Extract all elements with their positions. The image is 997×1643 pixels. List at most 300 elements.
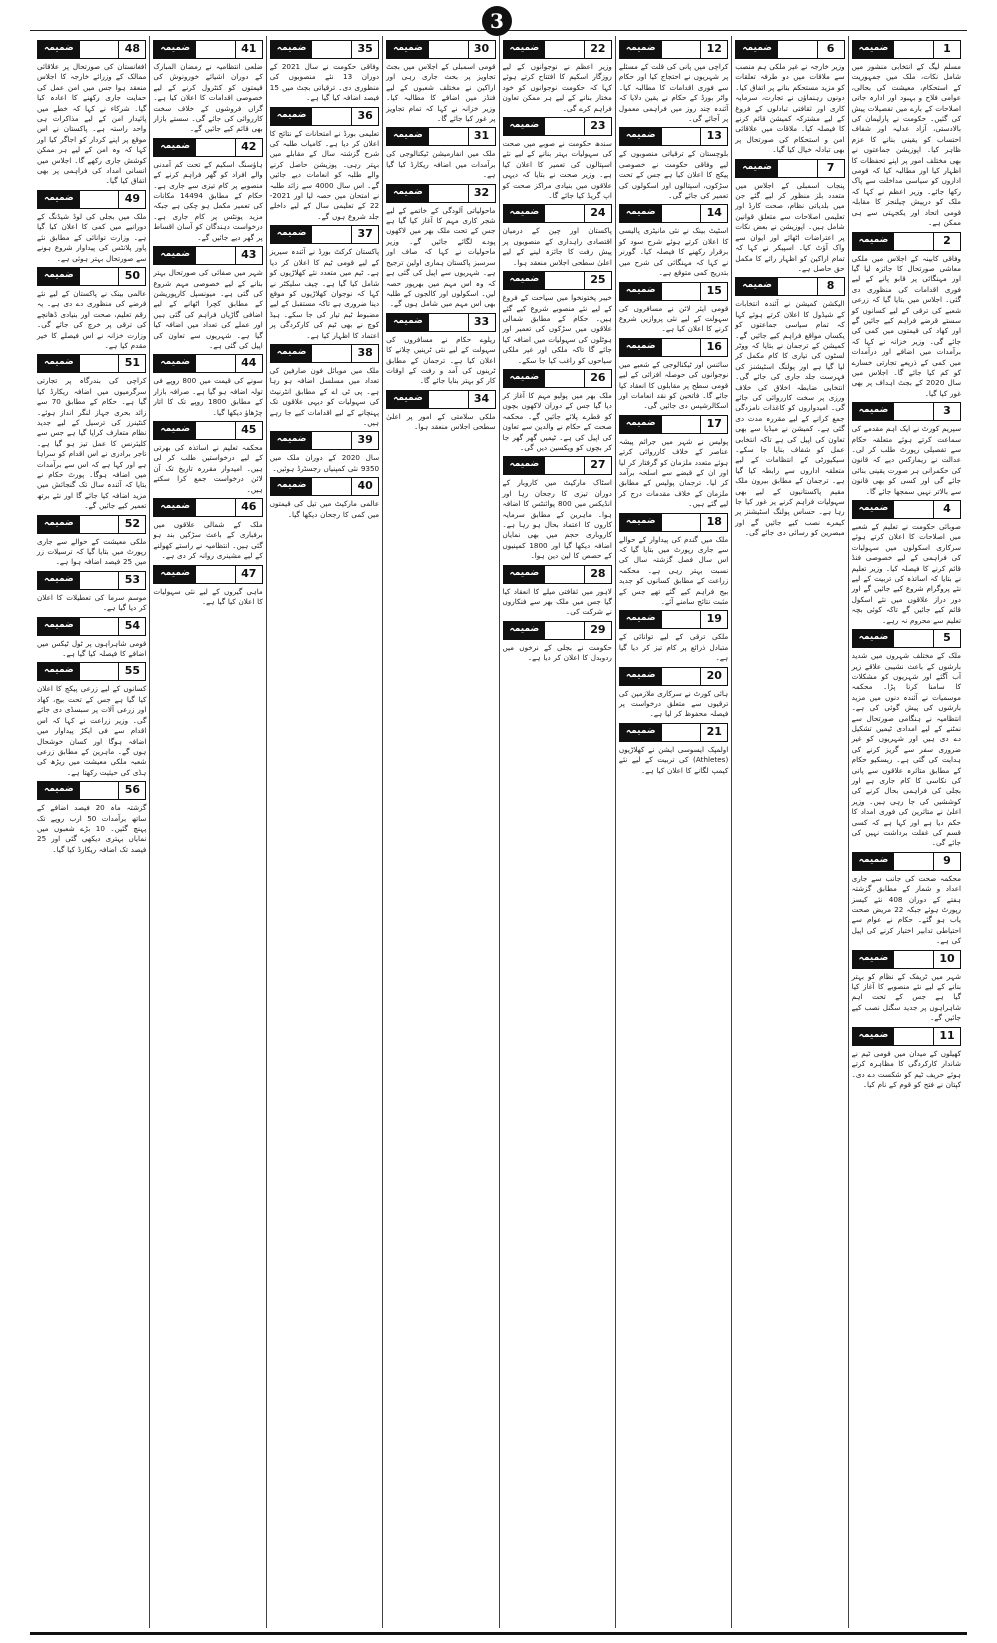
story-number: 34 [468,391,495,408]
story [37,515,146,568]
story [153,138,262,243]
story-label: ضمیمہ [504,205,546,222]
story [619,204,728,278]
story-header-rule [545,205,584,222]
story [153,40,262,135]
story [852,402,961,497]
story-header-rule [196,41,235,58]
story [735,159,844,275]
story-label: ضمیمہ [620,668,662,685]
story-label: ضمیمہ [154,566,196,583]
story-number: 52 [118,516,145,533]
story-body: وزیر خارجہ نے غیر ملکی ہم منصب سے ملاقات میں دو طرفہ تعلقات کو مزید مستحکم بنانے پر اتفاق کیا۔ دونوں رہنماؤں نے تجارت، سرمایہ کاری اور ثقافتی تبادلوں کے فروغ کے لیے مشترکہ کمیشن قائم کرنے کا فیصلہ کیا۔ ملاقات میں علاقائی امن و استحکام کی صورتحال پر بھی تبادلہ خیال کیا گیا۔ [735,62,845,155]
story-body: بلوچستان کے ترقیاتی منصوبوں کے لیے وفاقی حکومت نے خصوصی پیکج کا اعلان کیا ہے جس کے تحت سڑکوں، اسپتالوں اور اسکولوں کی تعمیر کی جائے گی۔ [618,149,729,201]
story-header [37,781,146,800]
story-label: ضمیمہ [620,416,662,433]
story [270,477,379,520]
story-label: ضمیمہ [504,41,546,58]
story-number: 50 [118,268,145,285]
story-header [153,421,262,440]
story [37,662,146,778]
story-header-rule [80,355,119,372]
story-header-rule [894,233,933,250]
story-label: ضمیمہ [387,391,429,408]
story-number: 51 [118,355,145,372]
story-header [619,415,728,434]
story-label: ضمیمہ [271,41,313,58]
story-body: ہائی کورٹ نے سرکاری ملازمین کی ترقیوں سے متعلق درخواست پر فیصلہ محفوظ کر لیا ہے۔ [618,688,729,719]
story-header-rule [196,566,235,583]
story-header [619,338,728,357]
story [735,277,844,538]
story-number: 40 [351,478,378,495]
story-body: موسم سرما کی تعطیلات کا اعلان کر دیا گیا ہے۔ [37,592,147,613]
story-body: سال 2020 کے دوران ملک میں 9350 نئی کمپنیاں رجسٹرڈ ہوئیں۔ [269,453,380,473]
story-label: ضمیمہ [38,663,80,680]
story-number: 22 [584,41,611,58]
story [37,571,146,614]
column [149,36,265,1628]
column [34,36,149,1628]
story-label: ضمیمہ [736,160,778,177]
story-header [270,431,379,450]
story-body: پنجاب اسمبلی کے اجلاس میں متعدد بلز منظور کر لیے گئے جن میں بلدیاتی نظام، صحت کارڈ اور تعلیمی اصلاحات سے متعلق قوانین شامل ہیں۔ اپوزیشن نے بعض نکات پر اعتراضات اٹھائے اور ایوان سے واک آؤٹ کیا۔ اسپیکر نے کہا کہ تمام اراکین کو اظہار رائے کا مکمل حق حاصل ہے۔ [735,180,845,273]
story-number: 44 [235,355,262,372]
story-body: قومی ایئر لائن نے مسافروں کی سہولت کے لیے نئی پروازیں شروع کرنے کا اعلان کیا ہے۔ [618,303,729,334]
story-header [852,40,961,59]
story-body: ضلعی انتظامیہ نے رمضان المبارک کے دوران اشیائے خورونوش کی قیمتوں کو کنٹرول کرنے کے لیے خصوصی اقدامات کا اعلان کیا ہے۔ گراں فروشوں کے خلاف سخت کارروائی کی جائے گی۔ سستے بازار بھی قائم کیے جائیں گے۔ [153,62,263,134]
story [153,498,262,562]
column [382,36,498,1628]
story [503,369,612,453]
story-header [852,629,961,648]
story-header-rule [80,41,119,58]
story-body: اولمپک ایسوسی ایشن نے کھلاڑیوں (Athletes) کی تربیت کے لیے نئے کیمپ لگانے کا اعلان کیا ہے۔ [618,744,729,775]
story-number: 42 [235,139,262,156]
story [735,40,844,156]
story-header [270,107,379,126]
story [37,781,146,855]
story-header [270,225,379,244]
story-header [503,117,612,136]
story-label: ضمیمہ [154,422,196,439]
story-number: 46 [235,499,262,516]
story-label: ضمیمہ [38,618,80,635]
story-label: ضمیمہ [38,355,80,372]
story-body: ماہی گیروں کے لیے نئی سہولیات کا اعلان کیا گیا ہے۔ [153,586,263,607]
story-header [503,456,612,475]
story-body: ملک میں موبائل فون صارفین کی تعداد میں مسلسل اضافہ ہو رہا ہے۔ پی ٹی اے کے مطابق انٹرنیٹ کی سہولیات کو دیہی علاقوں تک پہنچانے کے لیے اقدامات کیے جا رہے ہیں۔ [269,365,380,427]
story-header [619,282,728,301]
story-number: 33 [468,314,495,331]
story-header [735,277,844,296]
story-body: سپریم کورٹ نے ایک اہم مقدمے کی سماعت کرتے ہوئے متعلقہ حکام سے تفصیلی رپورٹ طلب کر لی۔ عدالت نے ریمارکس دیے کہ قانون کی حکمرانی ہر صورت یقینی بنائی جائے گی اور کسی کو بھی قانون سے بالاتر نہیں سمجھا جائے گا۔ [851,424,961,496]
story-body: وفاقی کابینہ کے اجلاس میں ملکی معاشی صورتحال کا جائزہ لیا گیا اور مہنگائی پر قابو پانے کے لیے فوری اقدامات کی منظوری دی گئی۔ اجلاس میں بتایا گیا کہ زرعی شعبے کی ترقی کے لیے کسانوں کو سستے قرضے فراہم کیے جائیں گے اور کھاد کی قیمتوں میں کمی کی جائے گی۔ وزیر خزانہ نے کہا کہ برآمدات میں اضافے اور درآمدات میں کمی کے ذریعے تجارتی خسارے کو کم کیا جائے گا۔ اجلاس میں سال 2020 کے بجٹ اہداف پر بھی غور کیا گیا۔ [851,253,961,398]
story-body: خیبر پختونخوا میں سیاحت کے فروغ کے لیے نئے منصوبے شروع کیے گئے ہیں۔ حکام کے مطابق شمالی علاقوں میں سڑکوں کی تعمیر اور ہوٹلوں کی سہولیات میں اضافہ کیا جائے گا تاکہ ملکی اور غیر ملکی سیاحوں کو راغب کیا جا سکے۔ [502,293,612,365]
story-header-rule [662,283,701,300]
story-header [503,565,612,584]
story-header [37,662,146,681]
story [619,513,728,608]
story [153,246,262,351]
story-header [37,571,146,590]
story-header [619,610,728,629]
story [270,431,379,474]
story-header [503,621,612,640]
story [270,225,379,341]
story-label: ضمیمہ [504,370,546,387]
story [37,617,146,660]
story-body: عالمی بینک نے پاکستان کے لیے نئے قرضے کی منظوری دے دی ہے۔ یہ رقم تعلیم، صحت اور بنیادی ڈھانچے کی ترقی پر خرچ کی جائے گی۔ وزارت خزانہ نے اس فیصلے کا خیر مقدم کیا ہے۔ [37,288,147,350]
story-label: ضمیمہ [154,355,196,372]
story-number: 2 [933,233,960,250]
story-body: کراچی میں پانی کی قلت کے مسئلے پر شہریوں نے احتجاج کیا اور حکام سے فوری اقدامات کا مطالبہ کیا۔ واٹر بورڈ کے حکام نے یقین دلایا کہ آئندہ چند روز میں فراہمی معمول پر آجائے گی۔ [618,62,729,124]
story-header [619,40,728,59]
story-label: ضمیمہ [620,128,662,145]
story-label: ضمیمہ [620,339,662,356]
story-body: پاکستان اور چین کے درمیان اقتصادی راہداری کے منصوبوں پر پیش رفت کا جائزہ لینے کے لیے اعلیٰ سطحی اجلاس منعقد ہوا۔ [502,226,612,267]
story-header-rule [662,724,701,741]
story-header-rule [196,247,235,264]
story-body: ریلوے حکام نے مسافروں کی سہولت کے لیے نئی ٹرینیں چلانے کا اعلان کیا ہے۔ ترجمان کے مطابق ٹرینوں کی آمد و رفت کے اوقات کار کو بہتر بنایا جائے گا۔ [386,334,496,386]
story-label: ضمیمہ [504,566,546,583]
story [503,117,612,201]
column [266,36,382,1628]
story-header [619,667,728,686]
story-header-rule [196,139,235,156]
story-header-rule [429,41,468,58]
story-label: ضمیمہ [853,630,895,647]
story-header-rule [778,41,817,58]
story-header-rule [662,611,701,628]
story-body: ہاؤسنگ اسکیم کے تحت کم آمدنی والے افراد کو گھر فراہم کرنے کے منصوبے پر کام تیزی سے جاری ہے۔ حکام کے مطابق 14494 مکانات کی تعمیر مکمل ہو چکی ہے جبکہ مزید یونٹس پر کام جاری ہے۔ درخواست دہندگان کو آسان اقساط پر گھر دیے جائیں گے۔ [153,159,263,242]
story-header-rule [894,403,933,420]
story-number: 55 [118,663,145,680]
story-header-rule [80,191,119,208]
story-body: سائنس اور ٹیکنالوجی کے شعبے میں نوجوانوں کی حوصلہ افزائی کے لیے قومی سطح پر مقابلوں کا انعقاد کیا جائے گا۔ فاتحین کو نقد انعامات اور اسکالرشپس دی جائیں گی۔ [618,359,729,411]
story [270,344,379,428]
story-label: ضمیمہ [387,128,429,145]
story-number: 29 [584,622,611,639]
story-number: 27 [584,457,611,474]
story-label: ضمیمہ [853,233,895,250]
story-number: 8 [817,278,844,295]
story-header-rule [894,1028,933,1045]
story-label: ضمیمہ [38,41,80,58]
story [37,267,146,351]
story-header [37,190,146,209]
story-number: 5 [933,630,960,647]
story-number: 43 [235,247,262,264]
story-body: وزیر اعظم نے نوجوانوں کے لیے روزگار اسکیم کا افتتاح کرتے ہوئے کہا کہ حکومت نوجوانوں کو خود مختار بنانے کے لیے ہر ممکن تعاون فراہم کرے گی۔ [502,62,612,113]
story-header [270,477,379,496]
story-number: 26 [584,370,611,387]
story-header-rule [80,268,119,285]
story-label: ضمیمہ [154,247,196,264]
story-number: 24 [584,205,611,222]
story-header [386,127,495,146]
story [852,500,961,626]
story-number: 14 [700,205,727,222]
story-label: ضمیمہ [271,226,313,243]
story-header [852,500,961,519]
story-number: 15 [700,283,727,300]
story-label: ضمیمہ [271,432,313,449]
story-header-rule [312,108,351,125]
story-label: ضمیمہ [620,283,662,300]
story-header [619,127,728,146]
story-header-rule [429,391,468,408]
story-header [386,390,495,409]
story [619,610,728,663]
story-body: ملکی ترقی کے لیے توانائی کے متبادل ذرائع پر کام تیز کر دیا گیا ہے۔ [618,632,729,663]
story-body: محکمہ تعلیم نے اساتذہ کی بھرتی کے لیے درخواستیں طلب کر لی ہیں۔ امیدوار مقررہ تاریخ تک آن لائن درخواست جمع کرا سکتے ہیں۔ [153,442,263,494]
story-label: ضمیمہ [154,41,196,58]
story-header-rule [545,457,584,474]
story-header [852,402,961,421]
story-header-rule [662,41,701,58]
story-label: ضمیمہ [504,457,546,474]
story-number: 53 [118,572,145,589]
story-header-rule [545,370,584,387]
story-body: حکومت نے بجلی کے نرخوں میں ردوبدل کا اعلان کر دیا ہے۔ [502,642,612,663]
story-body: ملکی سلامتی کے امور پر اعلیٰ سطحی اجلاس منعقد ہوا۔ [386,411,496,432]
story-header [153,40,262,59]
story-label: ضمیمہ [38,572,80,589]
story [386,184,495,310]
story-label: ضمیمہ [271,108,313,125]
story-number: 13 [700,128,727,145]
story-header-rule [80,572,119,589]
story [503,621,612,664]
story-label: ضمیمہ [38,268,80,285]
story-number: 38 [351,345,378,362]
story [153,565,262,608]
story-number: 19 [700,611,727,628]
story-body: صوبائی حکومت نے تعلیم کے شعبے میں اصلاحات کا اعلان کرتے ہوئے سرکاری اسکولوں میں سہولیات کی فراہمی کے لیے خصوصی فنڈ قائم کرنے کا فیصلہ کیا۔ وزیر تعلیم نے بتایا کہ اساتذہ کی تربیت کے لیے نئے پروگرام شروع کیے جائیں گے اور دور دراز علاقوں میں نئے اسکول قائم کیے جائیں گے تاکہ کوئی بچہ تعلیم سے محروم نہ رہے۔ [851,522,961,625]
story-number: 12 [700,41,727,58]
story-body: کھیلوں کے میدان میں قومی ٹیم نے شاندار کارکردگی کا مظاہرہ کرتے ہوئے حریف ٹیم کو شکست دے دی۔ کپتان نے فتح کو قوم کے نام کیا۔ [851,1048,961,1089]
story-header-rule [545,622,584,639]
story-body: اسٹیٹ بینک نے نئی مانیٹری پالیسی کا اعلان کرتے ہوئے شرح سود کو برقرار رکھنے کا فیصلہ کیا۔ گورنر نے کہا کہ مہنگائی کی شرح میں بتدریج کمی متوقع ہے۔ [618,226,729,278]
story-header [270,344,379,363]
story-header-rule [662,514,701,531]
story [619,723,728,776]
story [503,456,612,561]
story-header-rule [778,160,817,177]
story [852,40,961,229]
story-number: 39 [351,432,378,449]
story-number: 30 [468,41,495,58]
story-body: سونے کی قیمت میں 800 روپے فی تولہ اضافہ ہو گیا ہے۔ صرافہ بازار کے مطابق 1800 روپے تک کا اتار چڑھاؤ دیکھا گیا۔ [153,376,263,417]
story-header [503,369,612,388]
story-header-rule [778,278,817,295]
story-body: پاکستان کرکٹ بورڈ نے آئندہ سیریز کے لیے قومی ٹیم کا اعلان کر دیا ہے۔ ٹیم میں متعدد نئے کھلاڑیوں کو شامل کیا گیا ہے۔ چیف سلیکٹر نے کہا کہ نوجوان کھلاڑیوں کو موقع دینا ضروری ہے تاکہ مستقبل کے لیے مضبوط ٹیم تیار کی جا سکے۔ ہیڈ کوچ نے بھی ٹیم کی کارکردگی پر اعتماد کا اظہار کیا ہے۔ [269,247,380,340]
story-body: شہر میں ٹریفک کے نظام کو بہتر بنانے کے لیے نئے منصوبے کا آغاز کیا گیا ہے جس کے تحت اہم شاہراہوں پر جدید سگنل نصب کیے جائیں گے۔ [851,971,961,1023]
story-number: 48 [118,41,145,58]
story-label: ضمیمہ [853,951,895,968]
story-label: ضمیمہ [387,314,429,331]
story-number: 6 [817,41,844,58]
story-label: ضمیمہ [853,41,895,58]
story-header-rule [196,355,235,372]
story-label: ضمیمہ [38,516,80,533]
story-body: کسانوں کے لیے زرعی پیکج کا اعلان کیا گیا ہے جس کے تحت بیج، کھاد اور زرعی آلات پر سبسڈی دی جائے گی۔ وزیر زراعت نے کہا کہ اس اقدام سے فی ایکڑ پیداوار میں اضافہ ہوگا اور کسان خوشحال ہوں گے۔ ماہرین کے مطابق زرعی شعبہ ملکی معیشت میں ریڑھ کی ہڈی کی حیثیت رکھتا ہے۔ [37,684,147,777]
story-number: 18 [700,514,727,531]
story [619,415,728,510]
story-number: 7 [817,160,844,177]
story [619,667,728,720]
story [37,40,146,187]
story-body: عالمی مارکیٹ میں تیل کی قیمتوں میں کمی کا رجحان دیکھا گیا۔ [269,499,380,519]
story-number: 45 [235,422,262,439]
story-body: ملک میں گندم کی پیداوار کے حوالے سے جاری رپورٹ میں بتایا گیا کہ اس سال فصل گزشتہ سال کی نسبت بہتر رہی ہے۔ محکمہ زراعت کے مطابق کسانوں کو جدید بیج فراہم کیے گئے تھے جس کے مثبت نتائج سامنے آئے۔ [618,534,729,607]
story-header [503,204,612,223]
story-header [153,498,262,517]
story-header [735,40,844,59]
story-header-rule [312,345,351,362]
story-header-rule [894,853,933,870]
story-label: ضمیمہ [853,1028,895,1045]
story-label: ضمیمہ [736,41,778,58]
story-header-rule [662,205,701,222]
story-header-rule [545,566,584,583]
story-header-rule [80,663,119,680]
story-header-rule [80,618,119,635]
story-header [852,950,961,969]
story-number: 54 [118,618,145,635]
story-header-rule [894,501,933,518]
story-label: ضمیمہ [620,41,662,58]
story-label: ضمیمہ [154,139,196,156]
story-body: ماحولیاتی آلودگی کے خاتمے کے لیے شجر کاری مہم کا آغاز کیا گیا ہے جس کے تحت ملک بھر میں لاکھوں پودے لگائے جائیں گے۔ وزیر ماحولیات نے کہا کہ صاف اور سرسبز پاکستان ہماری اولین ترجیح ہے۔ شہریوں سے اپیل کی گئی ہے کہ وہ اس مہم میں بھرپور حصہ لیں۔ اسکولوں اور کالجوں کے طلبہ بھی اس مہم میں شامل ہوں گے۔ [386,205,496,309]
page-number: 3 [482,6,512,36]
story-number: 9 [933,853,960,870]
story-header [619,513,728,532]
story-header [153,138,262,157]
story-header [37,617,146,636]
story-number: 21 [700,724,727,741]
story-body: اسٹاک مارکیٹ میں کاروبار کے دوران تیزی کا رجحان رہا اور انڈیکس میں 800 پوائنٹس کا اضافہ ہوا۔ ماہرین کے مطابق سرمایہ کاروں کا اعتماد بحال ہو رہا ہے۔ کاروباری حجم میں بھی نمایاں اضافہ دیکھا گیا اور 1800 کمپنیوں کے حصص کا لین دین ہوا۔ [502,478,612,561]
story-header-rule [894,951,933,968]
story-number: 11 [933,1028,960,1045]
story-body: وفاقی حکومت نے سال 2021 کے دوران 13 نئے منصوبوں کی منظوری دی۔ ترقیاتی بجٹ میں 15 فیصد اضافہ کیا گیا ہے۔ [269,62,380,103]
story-body: قومی اسمبلی کے اجلاس میں بجٹ تجاویز پر بحث جاری رہی اور اراکین نے مختلف شعبوں کے لیے فنڈز میں اضافے کا مطالبہ کیا۔ وزیر خزانہ نے کہا کہ تمام تجاویز پر غور کیا جائے گا۔ [386,62,496,124]
story [153,421,262,495]
story-header-rule [545,272,584,289]
column [615,36,731,1628]
story-header-rule [545,41,584,58]
story-label: ضمیمہ [620,724,662,741]
story [619,282,728,335]
story-header [153,565,262,584]
story [503,565,612,618]
story-header-rule [196,422,235,439]
story [852,232,961,400]
story [503,271,612,366]
column [499,36,615,1628]
story [852,852,961,947]
story-header-rule [196,499,235,516]
story [503,204,612,268]
story-label: ضمیمہ [504,118,546,135]
story-header [270,40,379,59]
story-header-rule [662,339,701,356]
story-number: 56 [118,782,145,799]
story-header [153,354,262,373]
story-header-rule [429,314,468,331]
story-body: تعلیمی بورڈ نے امتحانات کے نتائج کا اعلان کر دیا ہے۔ کامیاب طلبہ کی شرح گزشتہ سال کے مقابلے میں بہتر رہی۔ پوزیشن حاصل کرنے والے طلبہ کو انعامات دیے جائیں گے۔ اس سال 4000 سے زائد طلبہ نے امتحان میں حصہ لیا اور 2021-22 کے تعلیمی سال کے لیے داخلے جلد شروع ہوں گے۔ [269,128,380,221]
story [619,338,728,412]
column [848,36,964,1628]
story-header [37,354,146,373]
story [852,950,961,1024]
story-header-rule [662,128,701,145]
story-label: ضمیمہ [387,185,429,202]
story-header [153,246,262,265]
story-label: ضمیمہ [38,782,80,799]
story [386,313,495,387]
story-number: 36 [351,108,378,125]
story-number: 31 [468,128,495,145]
story [153,354,262,418]
newspaper-columns [34,36,964,1628]
story-header [37,267,146,286]
story-number: 16 [700,339,727,356]
story-label: ضمیمہ [620,205,662,222]
story-header-rule [80,782,119,799]
story-label: ضمیمہ [620,514,662,531]
story-body: ملک کے مختلف شہروں میں شدید بارشوں کے باعث نشیبی علاقے زیر آب آگئے اور شہریوں کو مشکلات کا سامنا کرنا پڑا۔ محکمہ موسمیات نے آئندہ دنوں میں مزید بارشوں کی پیش گوئی کی ہے۔ انتظامیہ نے ہنگامی صورتحال سے نمٹنے کے لیے امدادی ٹیمیں تشکیل دے دی ہیں اور شہریوں کو غیر ضروری سفر سے گریز کرنے کی ہدایت کی گئی ہے۔ ریسکیو حکام کے مطابق متاثرہ علاقوں سے پانی کی نکاسی کا کام جاری ہے اور بجلی کی فراہمی بحال کرنے کی کوششیں کی جا رہی ہیں۔ وزیر اعلیٰ نے متاثرین کی فوری امداد کا حکم دیا ہے اور کہا ہے کہ کسی قسم کی غفلت برداشت نہیں کی جائے گی۔ [851,651,961,848]
story-body: کراچی کی بندرگاہ پر تجارتی سرگرمیوں میں اضافہ ریکارڈ کیا گیا ہے۔ حکام کے مطابق 70 سے زائد بحری جہاز لنگر انداز ہوئے۔ کنٹینرز کی ترسیل کے لیے جدید نظام متعارف کرایا گیا ہے جس سے کلیئرنس کا عمل تیز ہو گیا ہے۔ تاجر برادری نے اس اقدام کو سراہا ہے اور کہا ہے کہ اس سے برآمدات میں اضافہ ہوگا۔ پورٹ حکام نے بتایا کہ آئندہ سال تک گنجائش میں مزید اضافہ کیا جائے گا اور نئے برتھ تعمیر کیے جائیں گے۔ [37,376,147,511]
story-header-rule [312,432,351,449]
story-label: ضمیمہ [154,499,196,516]
story-label: ضمیمہ [853,853,895,870]
story-header-rule [312,41,351,58]
story-number: 37 [351,226,378,243]
story-number: 35 [351,41,378,58]
story-label: ضمیمہ [620,611,662,628]
story-label: ضمیمہ [271,345,313,362]
story-body: افغانستان کی صورتحال پر علاقائی ممالک کے وزرائے خارجہ کا اجلاس منعقد ہوا جس میں امن عمل کی حمایت جاری رکھنے کا اعادہ کیا گیا۔ شرکاء نے کہا کہ خطے میں پائیدار امن کے لیے مذاکرات ہی واحد راستہ ہے۔ پاکستان نے اس موقع پر اپنے کردار کو اجاگر کیا اور کہا کہ وہ امن کے لیے ہر ممکن کوشش جاری رکھے گا۔ اجلاس میں انسانی امداد کی فراہمی پر بھی اتفاق کیا گیا۔ [37,62,147,186]
story-label: ضمیمہ [387,41,429,58]
story-label: ضمیمہ [271,478,313,495]
story-body: شہر میں صفائی کی صورتحال بہتر بنانے کے لیے خصوصی مہم شروع کی گئی ہے۔ میونسپل کارپوریشن کے مطابق کچرا اٹھانے کے لیے اضافی گاڑیاں فراہم کی گئی ہیں اور عملے کی تعداد میں اضافہ کیا گیا ہے۔ شہریوں سے تعاون کی اپیل کی گئی ہے۔ [153,268,263,350]
story-label: ضمیمہ [504,622,546,639]
story-body: پولیس نے شہر میں جرائم پیشہ عناصر کے خلاف کارروائی کرتے ہوئے متعدد ملزمان کو گرفتار کر لیا اور ان کے قبضے سے اسلحہ برآمد کر لیا۔ ترجمان پولیس کے مطابق ملزمان کے خلاف مقدمات درج کر لیے گئے ہیں۔ [618,436,729,509]
story-header [735,159,844,178]
page-bottom-rule [30,1632,967,1635]
story-header-rule [545,118,584,135]
story-header [386,40,495,59]
story [619,40,728,124]
story-body: محکمہ صحت کی جانب سے جاری اعداد و شمار کے مطابق گزشتہ ہفتے کے دوران 408 نئے کیسز رپورٹ ہوئے جبکہ 22 مریض صحت یاب ہو گئے۔ حکام نے عوام سے احتیاطی تدابیر اختیار کرنے کی اپیل کی ہے۔ [851,873,961,946]
story-header [503,271,612,290]
story [386,127,495,180]
story-number: 32 [468,185,495,202]
story [270,107,379,223]
story [503,40,612,114]
story-number: 20 [700,668,727,685]
story-header [37,40,146,59]
story-body: گزشتہ ماہ 20 فیصد اضافے کے ساتھ برآمدات 50 ارب روپے تک پہنچ گئیں۔ 10 بڑے شعبوں میں نمایاں بہتری دیکھی گئی اور 25 فیصد تک اضافہ ریکارڈ کیا گیا۔ [37,803,147,854]
story-header-rule [80,516,119,533]
story-body: ملک میں انفارمیشن ٹیکنالوجی کی برآمدات میں اضافہ ریکارڈ کیا گیا ہے۔ [386,149,496,180]
story-header-rule [312,478,351,495]
story-header [619,204,728,223]
story-header [852,1027,961,1046]
story-body: ملکی معیشت کے حوالے سے جاری رپورٹ میں بتایا گیا کہ ترسیلات زر میں 25 فیصد اضافہ ہوا ہے۔ [37,536,147,567]
